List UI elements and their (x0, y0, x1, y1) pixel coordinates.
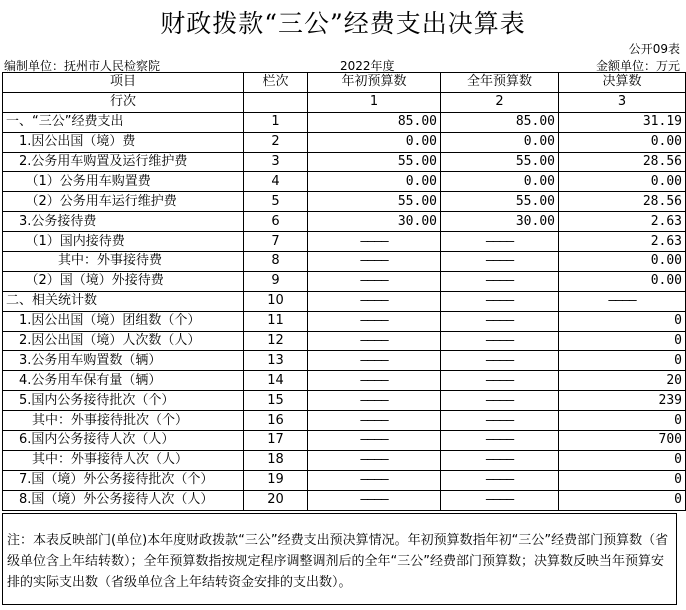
budget-begin-value: 0.00 (308, 172, 441, 192)
header-index-2: 2 (441, 92, 559, 112)
row-number: 19 (244, 470, 308, 490)
budget-full-value: ———— (441, 232, 559, 252)
budget-full-value: 30.00 (441, 212, 559, 232)
row-number: 5 (244, 192, 308, 212)
budget-begin-value: 0.00 (308, 132, 441, 152)
row-number: 4 (244, 172, 308, 192)
budget-full-value: ———— (441, 351, 559, 371)
budget-begin-value: ———— (308, 252, 441, 272)
header-row (3, 73, 686, 93)
budget-begin-value: 30.00 (308, 212, 441, 232)
table-row (3, 252, 686, 272)
row-name: 3.公务用车购置数（辆） (3, 351, 244, 371)
budget-full-value: ———— (441, 271, 559, 291)
budget-full-value: ———— (441, 371, 559, 391)
budget-begin-value: 85.00 (308, 112, 441, 132)
row-name: 5.国内公务接待批次（个） (3, 391, 244, 411)
final-value: 0.00 (559, 132, 686, 152)
row-name: 7.国（境）外公务接待批次（个） (3, 470, 244, 490)
final-value: 0.00 (559, 271, 686, 291)
budget-full-value: ———— (441, 450, 559, 470)
header-col-no: 栏次 (244, 73, 308, 93)
budget-full-value: ———— (441, 411, 559, 431)
header-budget-begin: 年初预算数 (308, 73, 441, 93)
final-value: 0 (559, 331, 686, 351)
table-row (3, 351, 686, 371)
row-number: 16 (244, 411, 308, 431)
row-number: 11 (244, 311, 308, 331)
header-item: 项目 (3, 73, 244, 93)
row-number: 3 (244, 152, 308, 172)
budget-full-value: ———— (441, 470, 559, 490)
final-value: 0.00 (559, 252, 686, 272)
table-row (3, 490, 686, 510)
row-number: 18 (244, 450, 308, 470)
final-value: 0 (559, 450, 686, 470)
budget-begin-value: ———— (308, 431, 441, 451)
table-row (3, 192, 686, 212)
budget-full-value: 85.00 (441, 112, 559, 132)
row-name: 其中：外事接待人次（人） (3, 450, 244, 470)
row-number: 12 (244, 331, 308, 351)
table-row (3, 132, 686, 152)
row-name: （1）公务用车购置费 (3, 172, 244, 192)
header-index-3: 3 (559, 92, 686, 112)
budget-begin-value: ———— (308, 232, 441, 252)
final-value: 20 (559, 371, 686, 391)
row-number: 6 (244, 212, 308, 232)
row-name: 一、“三公”经费支出 (3, 112, 244, 132)
final-value: 2.63 (559, 232, 686, 252)
row-name: （2）国（境）外接待费 (3, 271, 244, 291)
row-name: 2.因公出国（境）人次数（人） (3, 331, 244, 351)
header-index-1: 1 (308, 92, 441, 112)
row-name: （1）国内接待费 (3, 232, 244, 252)
budget-full-value: ———— (441, 431, 559, 451)
header-row-label: 行次 (3, 92, 244, 112)
final-value: 0 (559, 411, 686, 431)
budget-full-value: ———— (441, 490, 559, 510)
expenditure-table (2, 72, 686, 511)
table-row (3, 311, 686, 331)
row-number: 13 (244, 351, 308, 371)
final-value: ———— (559, 291, 686, 311)
row-number: 9 (244, 271, 308, 291)
final-value: 2.63 (559, 212, 686, 232)
row-number: 20 (244, 490, 308, 510)
table-row (3, 411, 686, 431)
table-row (3, 271, 686, 291)
table-row (3, 212, 686, 232)
budget-begin-value: ———— (308, 391, 441, 411)
row-name: 6.国内公务接待人次（人） (3, 431, 244, 451)
table-row (3, 331, 686, 351)
row-number: 14 (244, 371, 308, 391)
table-row (3, 470, 686, 490)
table-row (3, 371, 686, 391)
row-number: 7 (244, 232, 308, 252)
header-index-row (3, 92, 686, 112)
budget-full-value: ———— (441, 291, 559, 311)
budget-begin-value: ———— (308, 371, 441, 391)
budget-begin-value: ———— (308, 351, 441, 371)
final-value: 28.56 (559, 152, 686, 172)
final-value: 0 (559, 490, 686, 510)
budget-full-value: 55.00 (441, 192, 559, 212)
row-number: 15 (244, 391, 308, 411)
budget-full-value: ———— (441, 331, 559, 351)
budget-begin-value: ———— (308, 411, 441, 431)
budget-begin-value: ———— (308, 450, 441, 470)
table-row (3, 291, 686, 311)
row-name: （2）公务用车运行维护费 (3, 192, 244, 212)
budget-begin-value: ———— (308, 311, 441, 331)
amount-unit: 金额单位：万元 (595, 59, 680, 73)
row-name: 其中：外事接待费 (3, 252, 244, 272)
table-row (3, 152, 686, 172)
report-title: 财政拨款“三公”经费支出决算表 (160, 9, 526, 38)
table-row (3, 431, 686, 451)
row-number: 8 (244, 252, 308, 272)
budget-full-value: 0.00 (441, 132, 559, 152)
budget-begin-value: ———— (308, 470, 441, 490)
budget-begin-value: 55.00 (308, 152, 441, 172)
final-value: 31.19 (559, 112, 686, 132)
table-row (3, 172, 686, 192)
table-row (3, 450, 686, 470)
final-value: 0 (559, 351, 686, 371)
row-number: 10 (244, 291, 308, 311)
budget-full-value: ———— (441, 252, 559, 272)
budget-begin-value: ———— (308, 291, 441, 311)
budget-begin-value: ———— (308, 490, 441, 510)
row-name: 8.国（境）外公务接待人次（人） (3, 490, 244, 510)
row-name: 3.公务接待费 (3, 212, 244, 232)
final-value: 28.56 (559, 192, 686, 212)
budget-full-value: 55.00 (441, 152, 559, 172)
row-name: 4.公务用车保有量（辆） (3, 371, 244, 391)
final-value: 239 (559, 391, 686, 411)
footnote: 注：本表反映部门(单位)本年度财政拨款“三公”经费支出预决算情况。年初预算数指年初“三公”经费部门预算数（省级单位含上年结转数）；全年预算数指按规定程序调整调剂后的全年“三公”经费部门预算数；决算数反映当年预算安排的实际支出数（省级单位含上年结转资金安排的支出数）。 (2, 513, 677, 605)
final-value: 700 (559, 431, 686, 451)
row-name: 1.因公出国（境）团组数（个） (3, 311, 244, 331)
budget-full-value: ———— (441, 391, 559, 411)
budget-begin-value: ———— (308, 331, 441, 351)
header-final: 决算数 (559, 73, 686, 93)
final-value: 0.00 (559, 172, 686, 192)
row-name: 二、相关统计数 (3, 291, 244, 311)
header-budget-full: 全年预算数 (441, 73, 559, 93)
row-name: 2.公务用车购置及运行维护费 (3, 152, 244, 172)
final-value: 0 (559, 470, 686, 490)
row-number: 2 (244, 132, 308, 152)
budget-full-value: 0.00 (441, 172, 559, 192)
budget-begin-value: ———— (308, 271, 441, 291)
header-index-blank (244, 92, 308, 112)
budget-full-value: ———— (441, 311, 559, 331)
budget-begin-value: 55.00 (308, 192, 441, 212)
form-number: 公开09表 (628, 42, 680, 56)
final-value: 0 (559, 311, 686, 331)
compiling-unit: 编制单位：抚州市人民检察院 (4, 59, 161, 73)
table-row (3, 232, 686, 252)
fiscal-year: 2022年度 (340, 59, 395, 73)
row-number: 17 (244, 431, 308, 451)
row-name: 其中：外事接待批次（个） (3, 411, 244, 431)
table-row (3, 112, 686, 132)
table-row (3, 391, 686, 411)
row-name: 1.因公出国（境）费 (3, 132, 244, 152)
row-number: 1 (244, 112, 308, 132)
